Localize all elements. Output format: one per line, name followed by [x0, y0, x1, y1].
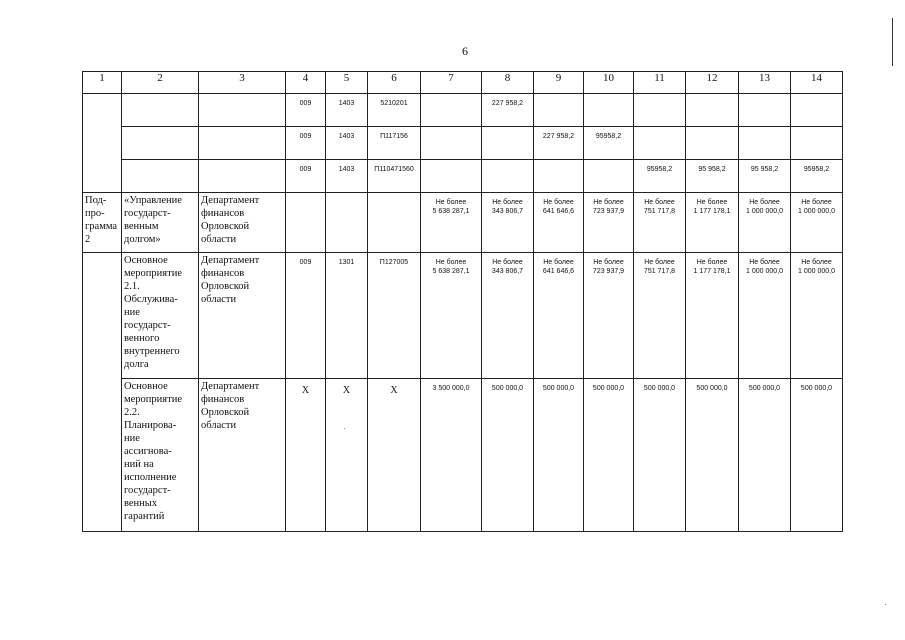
empty-cell — [122, 94, 199, 127]
empty-cell — [199, 127, 286, 160]
limit-prefix: Не более — [644, 259, 675, 266]
event-name-line: 2.2. — [124, 407, 140, 418]
event-name-line: Планирова- — [124, 420, 177, 431]
limit-prefix: Не более — [593, 259, 624, 266]
header-cell: 1 — [83, 72, 122, 94]
empty-cell — [634, 94, 686, 127]
funding-value: 723 937,9 — [592, 268, 625, 275]
empty-cell — [199, 160, 286, 193]
header-cell: 10 — [584, 72, 634, 94]
cell-c6: П117156 — [368, 127, 421, 160]
cell-c6: 5210201 — [368, 94, 421, 127]
funding-value: 641 646,6 — [542, 268, 575, 275]
event-name-line: внутреннего — [124, 346, 180, 357]
event-name-line: венных — [124, 498, 158, 509]
empty-cell — [83, 94, 122, 193]
event-name-line: 2.1. — [124, 281, 140, 292]
executor-line: финансов — [201, 268, 245, 279]
cell-c14: 95958,2 — [791, 160, 843, 193]
funding-cell — [634, 253, 686, 379]
executor-line: Департамент — [201, 381, 260, 392]
header-cell: 9 — [534, 72, 584, 94]
cell-c4: 009 — [286, 94, 326, 127]
limit-prefix: Не более — [492, 259, 523, 266]
funding-value: 751 717,8 — [643, 268, 676, 275]
empty-cell — [534, 94, 584, 127]
funding-cell — [791, 193, 843, 253]
program-number-line: грамма — [85, 221, 118, 232]
executor-line: Орловской — [201, 281, 250, 292]
cell-c4: 009 — [286, 253, 326, 379]
executor-line: Орловской — [201, 221, 250, 232]
funding-cell — [791, 253, 843, 379]
limit-prefix: Не более — [696, 199, 728, 206]
limit-prefix: Не более — [435, 259, 467, 266]
funding-cell — [686, 193, 739, 253]
empty-cell — [686, 94, 739, 127]
cell-c6: П127005 — [368, 253, 421, 379]
header-cell: 6 — [368, 72, 421, 94]
executor-line: Орловской — [201, 407, 250, 418]
funding-value: 500 000,0 — [534, 379, 584, 532]
funding-value: 500 000,0 — [791, 379, 843, 532]
empty-cell — [326, 193, 368, 253]
program-name-line: венным — [124, 221, 159, 232]
cell-c5: Х — [326, 379, 368, 532]
header-cell: 11 — [634, 72, 686, 94]
empty-cell — [584, 160, 634, 193]
funding-value: 1 000 000,0 — [798, 268, 835, 275]
program-number-cell — [83, 193, 122, 253]
event-name-line: гарантий — [124, 511, 165, 522]
cell-c5: 1403 — [326, 160, 368, 193]
funding-cell — [534, 193, 584, 253]
header-cell: 5 — [326, 72, 368, 94]
event-name-line: Основное — [124, 381, 168, 392]
funding-cell — [686, 253, 739, 379]
scan-speck — [885, 604, 886, 605]
funding-value: 641 646,6 — [542, 208, 575, 215]
funding-value: 500 000,0 — [584, 379, 634, 532]
table-row-event — [83, 253, 843, 379]
funding-value: 343 806,7 — [491, 208, 524, 215]
funding-value: 500 000,0 — [634, 379, 686, 532]
table-row-program — [83, 193, 843, 253]
event-name-line: мероприятие — [124, 394, 182, 405]
funding-cell — [421, 193, 482, 253]
program-number-line: про- — [85, 208, 105, 219]
empty-cell — [739, 127, 791, 160]
funding-cell — [584, 193, 634, 253]
empty-cell — [584, 94, 634, 127]
scan-edge-line — [892, 18, 893, 66]
event-name-cell — [122, 253, 199, 379]
executor-line: области — [201, 234, 237, 245]
limit-prefix: Не более — [749, 259, 780, 266]
cell-c5: 1301 — [326, 253, 368, 379]
event-name-line: венного — [124, 333, 160, 344]
empty-cell — [739, 94, 791, 127]
cell-c11: 95958,2 — [634, 160, 686, 193]
empty-cell — [791, 127, 843, 160]
executor-cell — [199, 379, 286, 532]
event-name-line: ассигнова- — [124, 446, 172, 457]
event-name-line: государст- — [124, 485, 171, 496]
funding-value: 5 638 287,1 — [432, 208, 470, 215]
limit-prefix: Не более — [801, 199, 832, 206]
program-name-cell — [122, 193, 199, 253]
executor-line: области — [201, 294, 237, 305]
header-row — [83, 72, 843, 94]
empty-cell — [421, 94, 482, 127]
empty-cell — [199, 94, 286, 127]
limit-prefix: Не более — [801, 259, 832, 266]
empty-cell — [421, 160, 482, 193]
funding-cell — [482, 253, 534, 379]
executor-cell — [199, 253, 286, 379]
limit-prefix: Не более — [593, 199, 624, 206]
event-name-line: государст- — [124, 320, 171, 331]
funding-value: 343 806,7 — [491, 268, 524, 275]
empty-cell — [368, 193, 421, 253]
header-cell: 7 — [421, 72, 482, 94]
empty-cell — [634, 127, 686, 160]
funding-cell — [421, 253, 482, 379]
cell-c9: 227 958,2 — [534, 127, 584, 160]
program-number-line: Под- — [85, 195, 107, 206]
funding-cell — [739, 193, 791, 253]
funding-cell — [534, 253, 584, 379]
funding-value: 1 000 000,0 — [746, 268, 783, 275]
funding-value: 723 937,9 — [592, 208, 625, 215]
event-name-line: ние — [124, 433, 140, 444]
cell-c5: 1403 — [326, 94, 368, 127]
program-number-line: 2 — [85, 234, 91, 245]
limit-prefix: Не более — [749, 199, 780, 206]
header-cell: 12 — [686, 72, 739, 94]
event-name-line: мероприятие — [124, 268, 182, 279]
event-name-line: исполнение — [124, 472, 177, 483]
event-name-line: ние — [124, 307, 140, 318]
empty-cell — [122, 127, 199, 160]
funding-cell — [584, 253, 634, 379]
event-name-line: ний на — [124, 459, 154, 470]
budget-table — [82, 71, 843, 532]
limit-prefix: Не более — [543, 199, 574, 206]
empty-cell — [83, 253, 122, 532]
executor-line: финансов — [201, 208, 245, 219]
funding-value: 3 500 000,0 — [421, 379, 482, 532]
funding-value: 1 000 000,0 — [798, 208, 835, 215]
funding-cell — [739, 253, 791, 379]
funding-value: 500 000,0 — [739, 379, 791, 532]
empty-cell — [122, 160, 199, 193]
limit-prefix: Не более — [644, 199, 675, 206]
cell-c12: 95 958,2 — [686, 160, 739, 193]
table-row — [83, 127, 843, 160]
header-cell: 3 — [199, 72, 286, 94]
program-name-line: «Управление — [124, 195, 182, 206]
funding-value: 751 717,8 — [643, 208, 676, 215]
event-name-line: Обслужива- — [124, 294, 178, 305]
empty-cell — [686, 127, 739, 160]
table-row — [83, 94, 843, 127]
empty-cell — [791, 94, 843, 127]
page-number: 6 — [462, 44, 468, 58]
cell-c4: 009 — [286, 160, 326, 193]
funding-value: 1 177 178,1 — [693, 268, 731, 275]
header-cell: 8 — [482, 72, 534, 94]
empty-cell — [286, 193, 326, 253]
cell-c4: 009 — [286, 127, 326, 160]
event-name-cell — [122, 379, 199, 532]
limit-prefix: Не более — [543, 259, 574, 266]
executor-cell — [199, 193, 286, 253]
cell-c6: Х — [368, 379, 421, 532]
empty-cell — [482, 160, 534, 193]
cell-c8: 227 958,2 — [482, 94, 534, 127]
empty-cell — [421, 127, 482, 160]
executor-line: Департамент — [201, 195, 260, 206]
empty-cell — [482, 127, 534, 160]
event-name-line: Основное — [124, 255, 168, 266]
funding-value: 500 000,0 — [482, 379, 534, 532]
header-cell: 14 — [791, 72, 843, 94]
funding-value: 500 000,0 — [686, 379, 739, 532]
program-name-line: долгом» — [124, 234, 161, 245]
executor-line: Департамент — [201, 255, 260, 266]
funding-cell — [482, 193, 534, 253]
executor-line: финансов — [201, 394, 245, 405]
header-cell: 2 — [122, 72, 199, 94]
limit-prefix: Не более — [492, 199, 523, 206]
empty-cell — [534, 160, 584, 193]
funding-value: 1 000 000,0 — [746, 208, 783, 215]
cell-c6: П110471560 — [368, 160, 421, 193]
cell-c5: 1403 — [326, 127, 368, 160]
event-name-line: долга — [124, 359, 149, 370]
funding-value: 5 638 287,1 — [432, 268, 470, 275]
table-row — [83, 160, 843, 193]
header-cell: 13 — [739, 72, 791, 94]
header-cell: 4 — [286, 72, 326, 94]
program-name-line: государст- — [124, 208, 171, 219]
executor-line: области — [201, 420, 237, 431]
table-row-event — [83, 379, 843, 532]
limit-prefix: Не более — [435, 199, 467, 206]
cell-c13: 95 958,2 — [739, 160, 791, 193]
funding-cell — [634, 193, 686, 253]
funding-value: 1 177 178,1 — [693, 208, 731, 215]
cell-c4: Х — [286, 379, 326, 532]
limit-prefix: Не более — [696, 259, 728, 266]
cell-c10: 95958,2 — [584, 127, 634, 160]
